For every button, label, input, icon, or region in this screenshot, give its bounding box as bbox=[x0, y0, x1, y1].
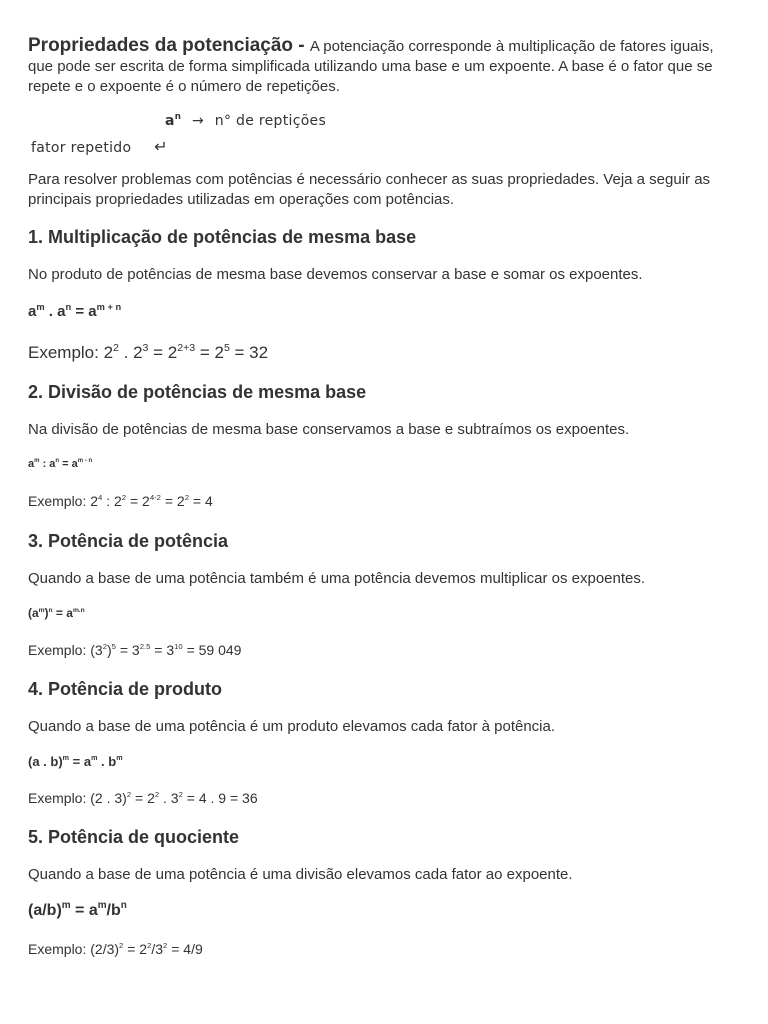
section-4-heading: 4. Potência de produto bbox=[28, 679, 223, 699]
section-4-formula: (a . $b)^m = a^m$ . $b^m$ bbox=[28, 754, 123, 769]
section-3-formula: $(a^m)^n = a^{m.n}$ bbox=[28, 606, 85, 620]
diagram-base-label: fator repetido bbox=[31, 140, 132, 156]
section-2-example: Exemplo: $2^4$ : $2^2 = 2^{4-2} = 2^2 = 4$ bbox=[28, 492, 213, 509]
section-2-description: Na divisão de potências de mesma base conservamos a base e subtraímos os expoentes. bbox=[28, 421, 630, 438]
section-3-heading: 3. Potência de potência bbox=[28, 531, 229, 551]
section-3-example: Exemplo: $(3^2)^5 = 3^{2.5} = 3^{10} = 59$ 049 bbox=[28, 641, 242, 658]
intro-paragraph bbox=[28, 36, 718, 97]
section-1-example: Exemplo: $2^2$ . $2^3 = 2^{2+3} = 2^5 = 32$ bbox=[28, 341, 269, 362]
section-1-description: No produto de potências de mesma base devemos conservar a base e somar os expoentes. bbox=[28, 266, 643, 283]
section-1-heading: 1. Multiplicação de potências de mesma base bbox=[28, 227, 417, 247]
return-arrow-icon: ↵ bbox=[154, 137, 168, 156]
section-5-formula: $(a/b)^m = a^m/b^n$ bbox=[28, 900, 127, 919]
arrow-right-icon: → bbox=[192, 113, 205, 129]
properties-intro: Para resolver problemas com potências é necessário conhecer as suas propriedades. Veja a seguir as principais propriedades utilizadas em operações com potências. bbox=[28, 171, 711, 208]
section-2-formula: $a^m$ : $a^n = a^{m - n}$ bbox=[28, 458, 93, 470]
section-1-formula: $a^m$ . $a^n = a^{m + n}$ bbox=[28, 301, 122, 320]
power-diagram-bottom bbox=[31, 137, 168, 156]
intro-text: A potenciação corresponde à multiplicação de fatores iguais, que pode ser escrita de forma simplificada utilizando uma base e um expoente. A base é o fator que se repete e o expoente é o número de repetições. bbox=[28, 38, 714, 95]
section-5-description: Quando a base de uma potência é uma divisão elevamos cada fator ao expoente. bbox=[28, 866, 573, 883]
power-diagram-top bbox=[165, 113, 326, 129]
diagram-base: a bbox=[165, 113, 175, 129]
section-5-example: Exemplo: $(2/3)^2 = 2^2/3^2 = 4/9$ bbox=[28, 940, 203, 957]
section-2-heading: 2. Divisão de potências de mesma base bbox=[28, 382, 367, 402]
section-5-heading: 5. Potência de quociente bbox=[28, 827, 240, 847]
diagram-exponent: n bbox=[174, 111, 182, 122]
section-3-description: Quando a base de uma potência também é uma potência devemos multiplicar os expoentes. bbox=[28, 570, 646, 587]
section-4-description: Quando a base de uma potência é um produto elevamos cada fator à potência. bbox=[28, 718, 556, 735]
intro-title: Propriedades da potenciação - bbox=[28, 35, 310, 56]
section-4-example: Exemplo: (2 . $3)^2 = 2^2$ . $3^2 = 4$ . 9 = 36 bbox=[28, 789, 258, 806]
diagram-exponent-label: n° de reptições bbox=[214, 113, 327, 129]
